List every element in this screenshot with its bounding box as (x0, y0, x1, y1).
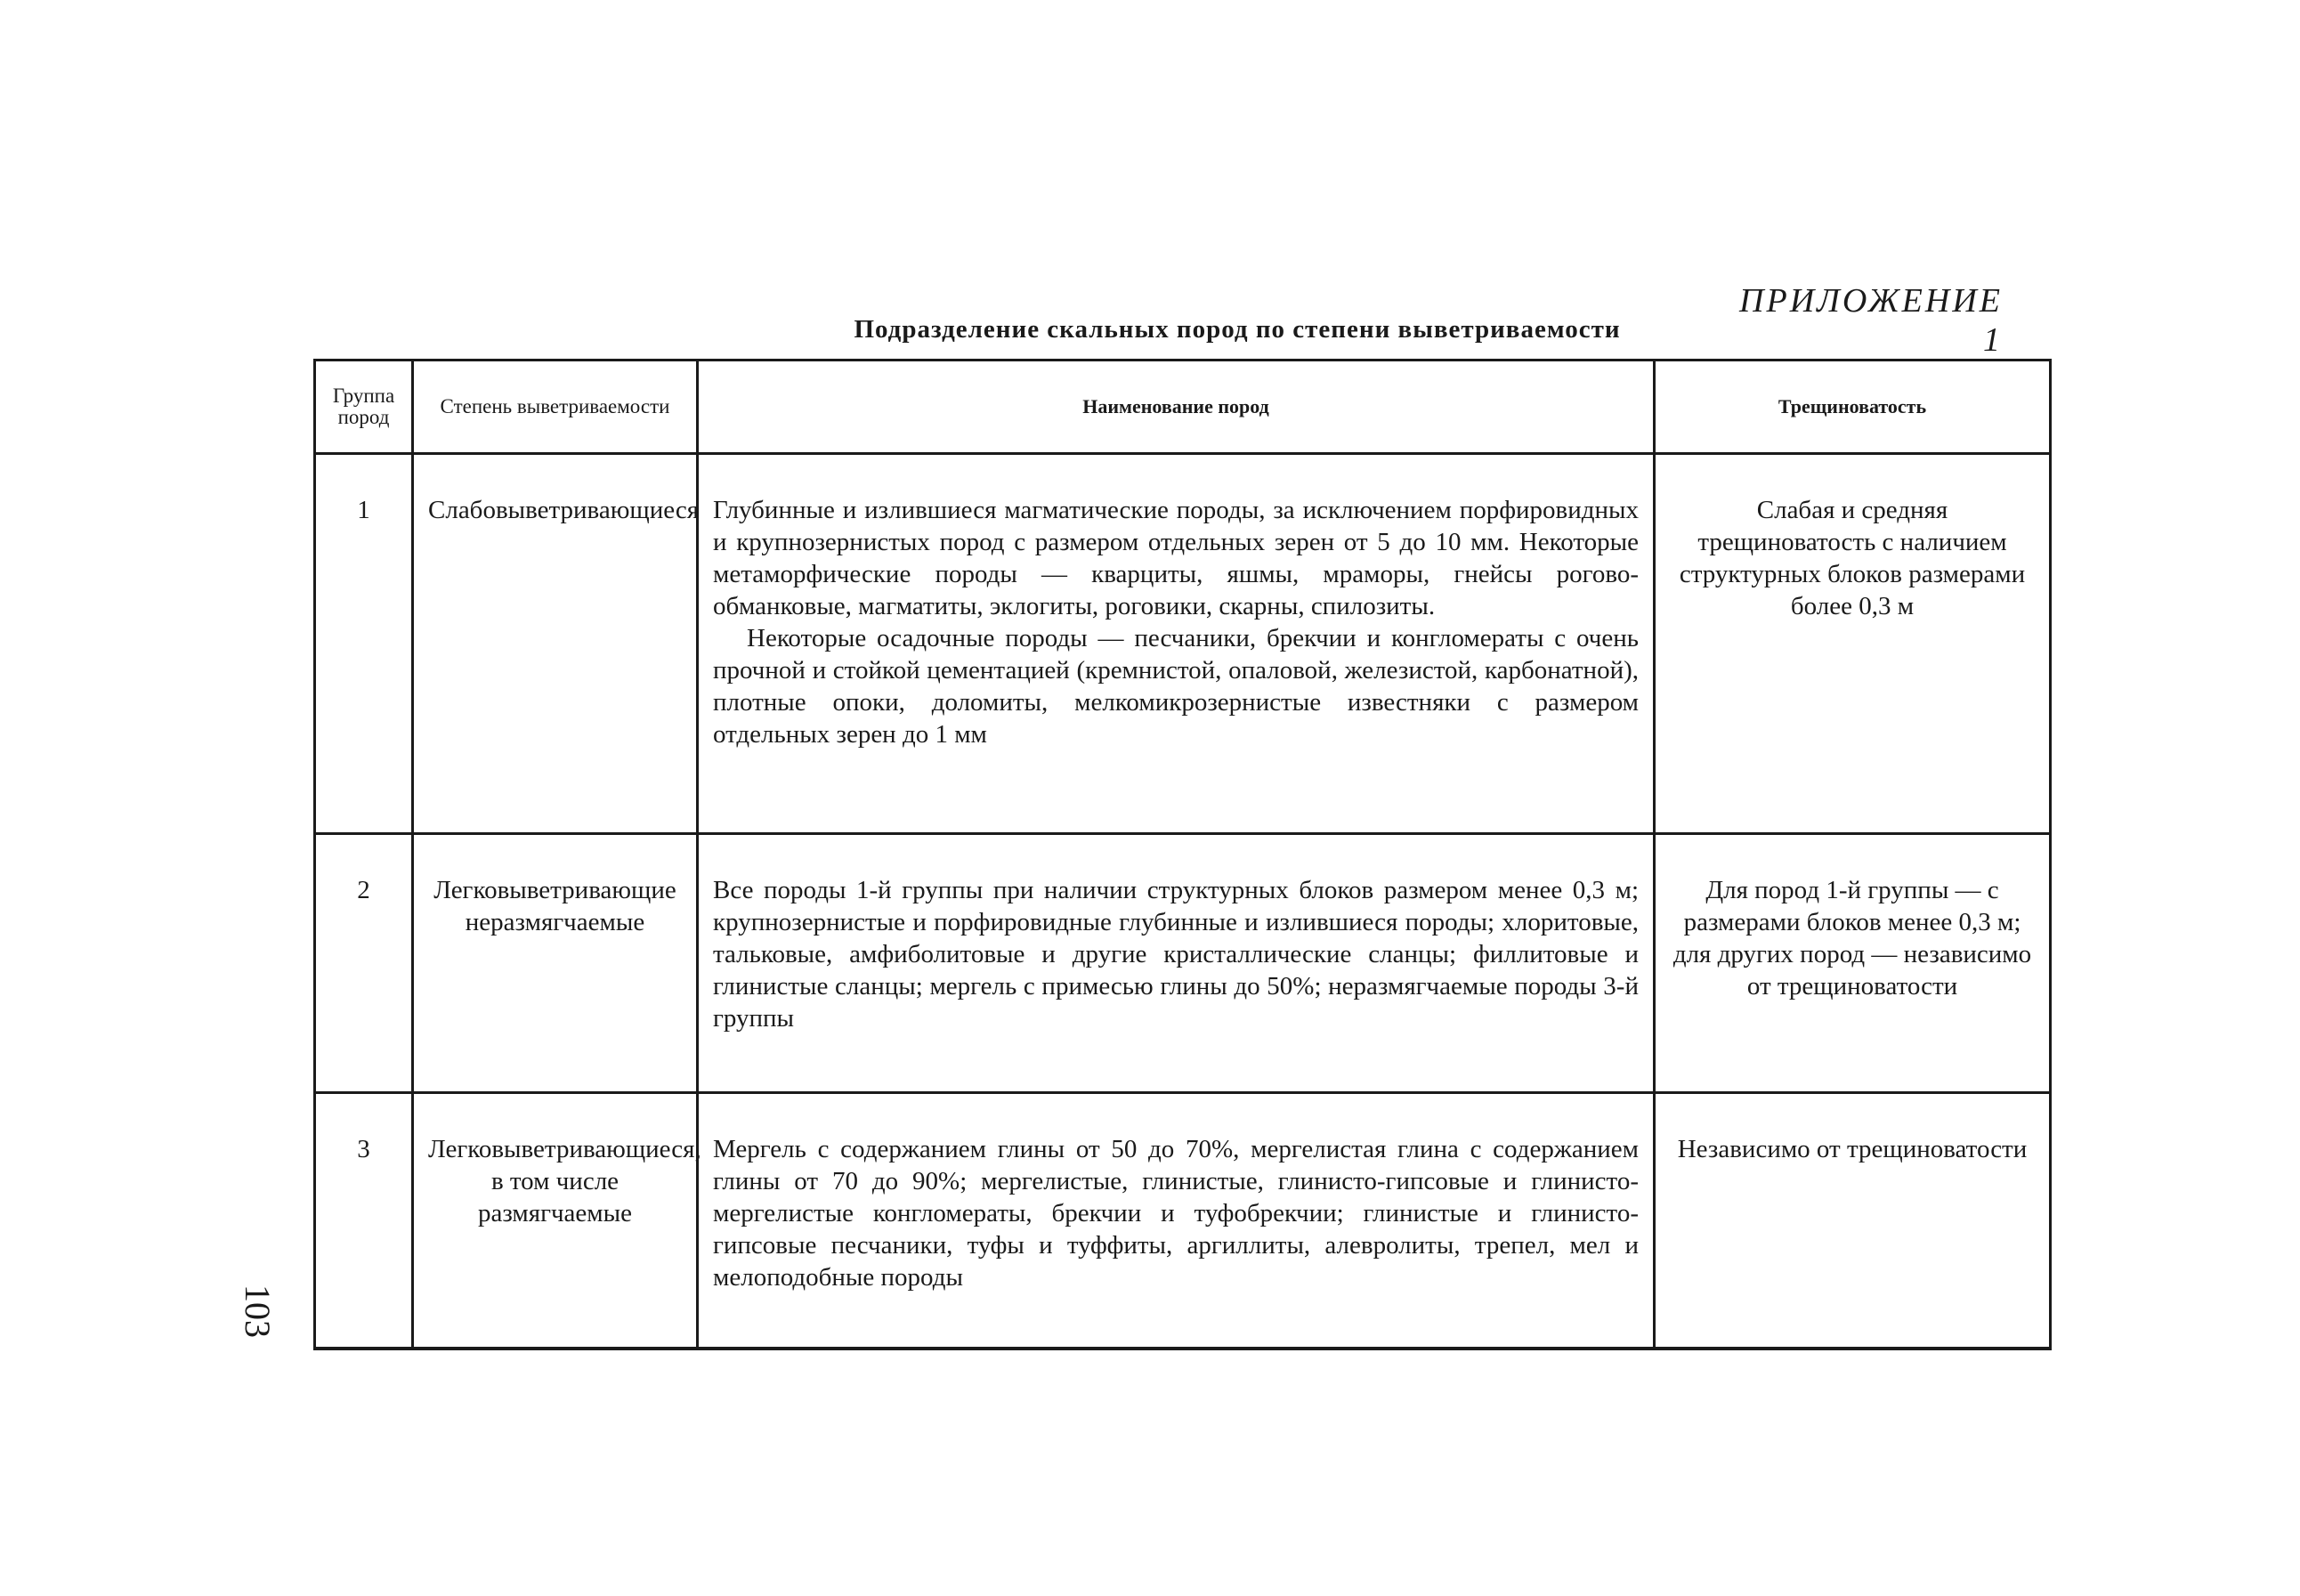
page-number: 103 (238, 1284, 278, 1338)
header-group: Группа пород (315, 361, 413, 454)
cell-fracture: Слабая и средняя трещиноватость с наличием структурных блоков размерами более 0,3 м (1655, 454, 2051, 834)
appendix-label: ПРИЛОЖЕНИЕ 1 (1739, 282, 2003, 359)
cell-fracture: Для пород 1-й группы — с размерами блоков менее 0,3 м; для других пород — независимо от трещиноватости (1655, 834, 2051, 1093)
header-name: Наименование пород (698, 361, 1655, 454)
table-header-row (315, 361, 2051, 454)
table-row (315, 834, 2051, 1093)
page-title: Подразделение скальных пород по степени выветриваемости (854, 315, 1621, 344)
cell-name: Мергель с содержанием глины от 50 до 70%, мергелистая глина с содержанием глины от 70 до 90%; мергелистые, глинистые, глинисто-гипсовые и глинисто-мергелистые конгломераты, брекчии и туфобрекчии; глинистые и глинисто-гипсовые песчаники, туфы и туффиты, аргиллиты, алевролиты, трепел, мел и мелоподобные породы (698, 1093, 1655, 1349)
cell-name: Все породы 1-й группы при наличии структурных блоков размером менее 0,3 м; крупнозернистые и порфировидные глубинные и излившиеся породы; хлоритовые, тальковые, амфиболитовые и другие кристаллические сланцы; филлитовые и глинистые сланцы; мергель с примесью глины до 50%; неразмягчаемые породы 3-й группы (698, 834, 1655, 1093)
cell-name-paragraph: Глубинные и излившиеся магматические породы, за исключением порфировидных и крупнозернистых пород с размером отдельных зерен от 5 до 10 мм. Некоторые метаморфические породы — кварциты, яшмы, мраморы, гнейсы рогово-обманковые, магматиты, эклогиты, роговики, скарны, спилозиты. (713, 496, 1639, 620)
cell-degree: Слабовыветривающиеся (413, 454, 698, 834)
cell-degree: Легковыветривающиеся, в том числе размягчаемые (413, 1093, 698, 1349)
cell-group: 3 (315, 1093, 413, 1349)
cell-degree: Легковыветривающие неразмягчаемые (413, 834, 698, 1093)
cell-group: 1 (315, 454, 413, 834)
rock-weathering-table (313, 359, 2052, 1350)
header-degree: Степень выветриваемости (413, 361, 698, 454)
table-row (315, 454, 2051, 834)
cell-name-paragraph: Некоторые осадочные породы — песчаники, брекчии и конгломераты с очень прочной и стойкой цементацией (кремнистой, опаловой, железистой, карбонатной), плотные опоки, доломиты, мелкомикрозернистые известняки с размером отдельных зерен до 1 мм (713, 624, 1639, 749)
cell-fracture: Независимо от трещиноватости (1655, 1093, 2051, 1349)
table-row (315, 1093, 2051, 1349)
cell-name (698, 454, 1655, 834)
header-fracture: Трещиноватость (1655, 361, 2051, 454)
cell-group: 2 (315, 834, 413, 1093)
